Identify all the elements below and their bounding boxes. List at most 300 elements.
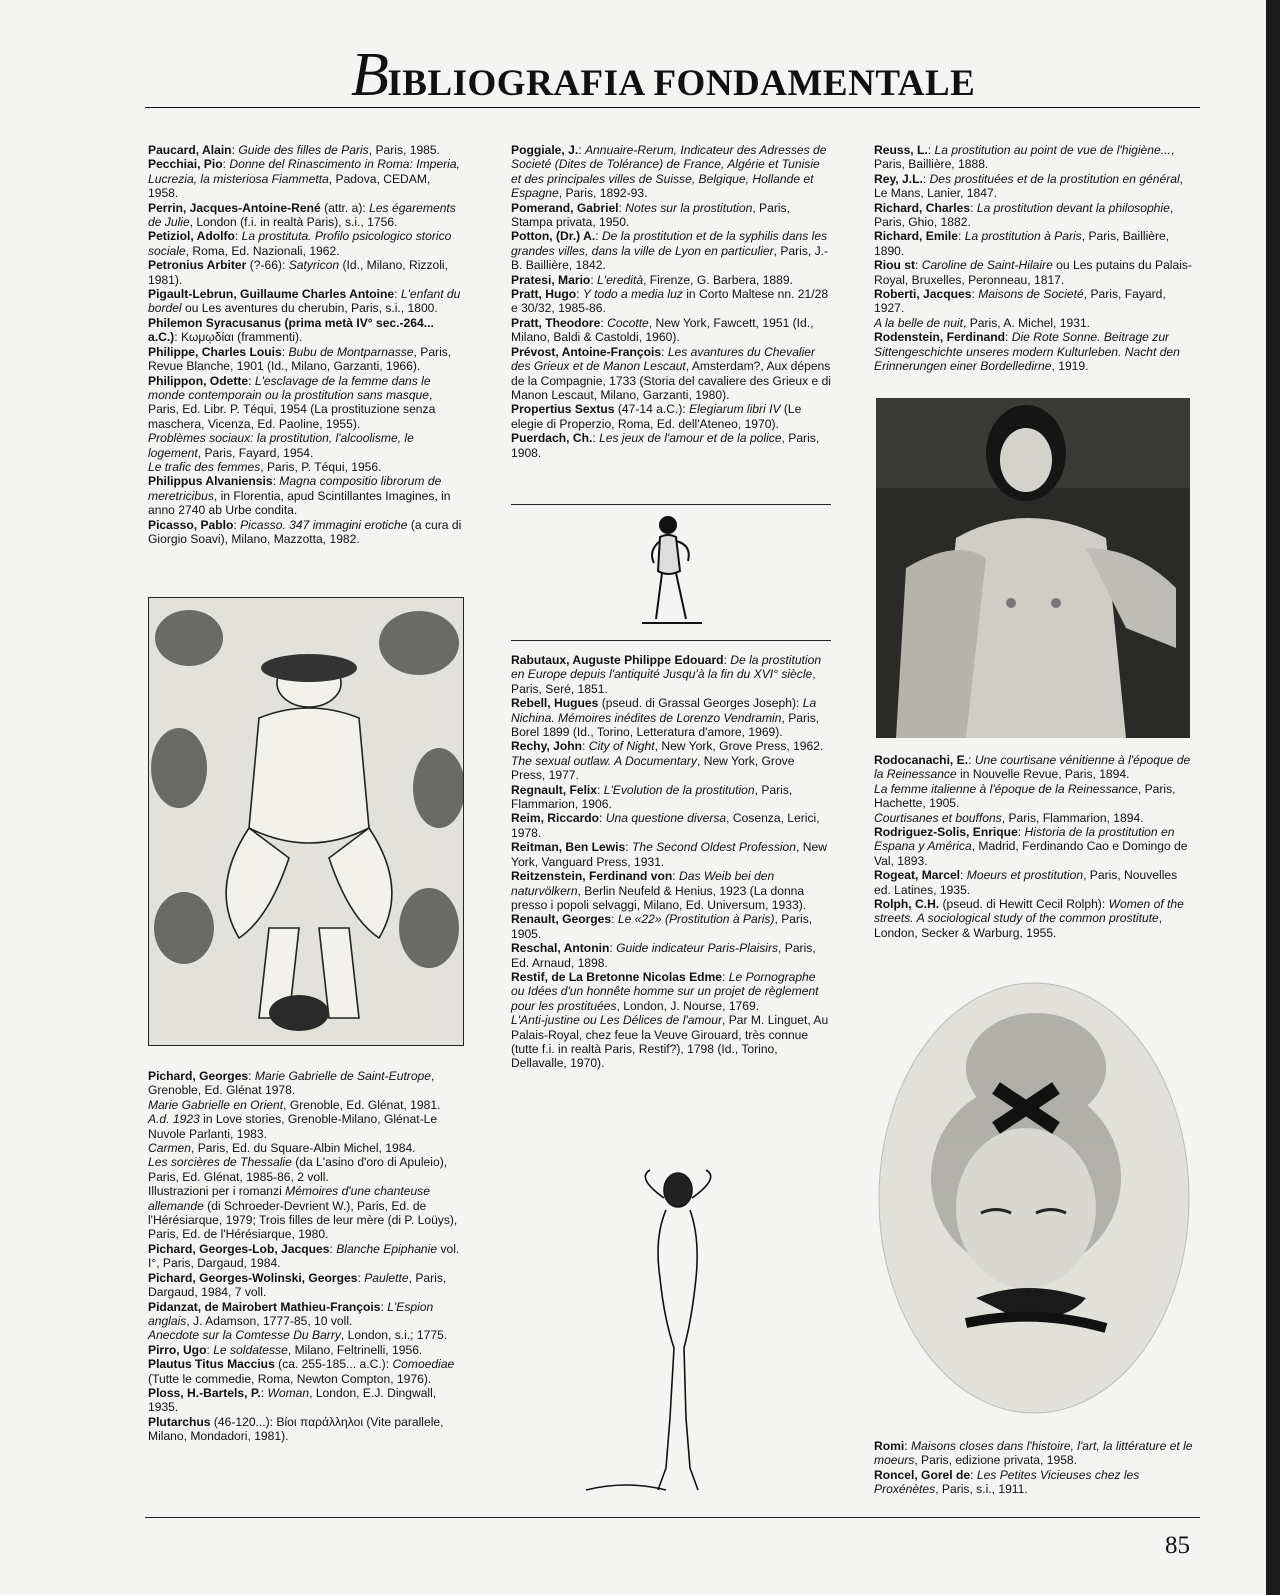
entry-connector: :	[922, 171, 930, 186]
entry-title: Magna compositio librorum de meretricibus	[148, 474, 442, 503]
entry-author: Philippus Alvaniensis	[148, 474, 273, 489]
column-1-bottom-entries	[148, 1069, 463, 1444]
entry-title: Cocotte	[607, 315, 649, 330]
entry-title: Picasso. 347 immagini erotiche	[240, 517, 408, 532]
entry-details: , London, E.J. Dingwall, 1935.	[148, 1385, 437, 1415]
bibliography-entry	[511, 869, 831, 912]
page-title	[345, 41, 981, 109]
entry-connector: :	[971, 287, 979, 302]
page-edge	[1266, 0, 1280, 1595]
entry-title: L'enfant du bordel	[148, 287, 461, 316]
entry-title: Elegiarum libri IV	[689, 402, 781, 417]
bibliography-entry	[874, 811, 1196, 825]
entry-author: Renault, Georges	[511, 912, 612, 927]
entry-title: Bubu de Montparnasse	[288, 344, 414, 359]
entry-details: , Paris, 1892-93.	[558, 186, 648, 201]
entry-title: The Second Oldest Profession	[631, 840, 797, 855]
entry-details: , Paris, Nouvelles ed. Latines, 1935.	[874, 868, 1178, 897]
entry-title: Guide des filles de Paris	[238, 143, 369, 157]
entry-connector: :	[260, 1385, 268, 1400]
entry-connector: :	[394, 287, 401, 302]
entry-details: , Paris, Fayard, 1927.	[874, 287, 1166, 316]
bibliography-entry	[511, 783, 831, 812]
column-2-bottom-entries	[511, 653, 831, 1071]
entry-connector: :	[968, 753, 975, 767]
bibliography-entry	[148, 316, 463, 345]
bibliography-entry	[874, 229, 1196, 258]
entry-connector: :	[970, 1467, 977, 1482]
bibliography-entry	[148, 1242, 463, 1271]
entry-details: , Par M. Linguet, Au Palais-Royal, chez feue la Veuve Girouard, très connue (tutte f.i. in realtà Paris, Restif?), 1798 (Id., Torino, Dellavalle, 1970).	[511, 1013, 829, 1071]
entry-title: Carmen	[148, 1141, 192, 1156]
bibliography-entry	[148, 157, 463, 200]
entry-details: in Nouvelle Revue, Paris, 1894.	[956, 767, 1130, 782]
erotic-crowd-illustration	[148, 597, 464, 1046]
bibliography-entry	[874, 1439, 1196, 1468]
entry-author: Pratt, Theodore	[511, 315, 601, 330]
bibliography-entry	[511, 912, 831, 941]
entry-title: Guide indicateur Paris-Plaisirs	[616, 941, 779, 956]
entry-author: Philippon, Odette	[148, 373, 249, 388]
entry-title: Caroline de Saint-Hilaire	[921, 258, 1053, 273]
bibliography-entry	[511, 273, 831, 287]
entry-author: Rodriguez-Solis, Enrique	[874, 825, 1018, 840]
entry-details: , London (f.i. in realtà Paris), s.i., 1756.	[189, 215, 398, 230]
entry-connector: (?-66):	[246, 258, 289, 273]
bibliography-entry	[511, 696, 831, 739]
oval-watercolor-portrait	[876, 978, 1192, 1418]
entry-connector: :	[960, 868, 967, 883]
entry-title: Una questione diversa	[605, 811, 727, 826]
entry-author: Rey, J.L.	[874, 171, 923, 186]
entry-details: , New York, Fawcett, 1951 (Id., Milano, Baldi & Castoldi, 1960).	[511, 315, 814, 345]
entry-connector: :	[222, 157, 230, 172]
entry-details: , Le Mans, Lanier, 1847.	[874, 171, 1184, 201]
entry-author: Roberti, Jacques	[874, 287, 972, 302]
entry-title: Courtisanes et bouffons	[874, 810, 1002, 825]
entry-author: Rebell, Hugues	[511, 696, 599, 711]
entry-details: , Paris, Ghio, 1882.	[874, 200, 1174, 230]
bibliography-entry	[874, 330, 1196, 373]
entry-author: Paucard, Alain	[148, 143, 232, 157]
entry-title: Marie Gabrielle en Orient	[148, 1097, 284, 1112]
entry-connector: Illustrazioni per i romanzi	[148, 1184, 286, 1199]
nude-woman-line-drawing	[566, 1168, 788, 1501]
bibliography-entry	[511, 287, 831, 316]
entry-author: Pirro, Ugo	[148, 1342, 207, 1357]
bibliography-entry	[511, 201, 831, 230]
entry-details: , Paris, Stampa privata, 1950.	[511, 200, 790, 230]
entry-connector: :	[234, 229, 242, 244]
entry-details: , Cosenza, Lerici, 1978.	[511, 811, 820, 840]
entry-title: Anecdote sur la Comtesse Du Barry	[148, 1328, 341, 1343]
entry-title: Les sorcières de Thessalie	[148, 1155, 292, 1170]
entry-connector: :	[174, 330, 181, 345]
divider-line-upper	[511, 504, 831, 505]
column-3-bottom-entries	[874, 1439, 1196, 1497]
entry-details: (Vite parallele, Milano, Mondadori, 1981).	[148, 1414, 444, 1444]
bibliography-entry	[874, 143, 1196, 172]
entry-author: Pecchiai, Pio	[148, 157, 223, 172]
bibliography-entry	[511, 739, 831, 753]
entry-author: Rodocanachi, E.	[874, 753, 969, 767]
entry-title: L'Espion anglais	[148, 1299, 434, 1328]
entry-title: L'Anti-justine ou Les Délices de l'amour	[511, 1013, 722, 1028]
bibliography-entry	[148, 431, 463, 460]
entry-connector: :	[611, 912, 618, 927]
entry-author: Potton, (Dr.) A.	[511, 229, 596, 244]
bibliography-entry	[148, 258, 463, 287]
entry-author: Restif, de La Bretonne Nicolas Edme	[511, 969, 723, 984]
entry-details: , Paris, P. Téqui, 1956.	[260, 459, 382, 474]
bibliography-entry	[148, 201, 463, 230]
bibliography-entry	[148, 1386, 463, 1415]
entry-connector: :	[1017, 825, 1025, 840]
bibliography-entry	[511, 811, 831, 840]
entry-connector: :	[576, 287, 583, 302]
entry-title: L'Evolution de la prostitution	[603, 782, 755, 797]
entry-author: Philippe, Charles Louis	[148, 344, 282, 359]
bibliography-entry	[148, 287, 463, 316]
entry-author: Rolph, C.H.	[874, 897, 940, 912]
entry-connector: (46-120...): Βίοι παράλληλοι	[210, 1414, 367, 1429]
entry-author: Pidanzat, de Mairobert Mathieu-François	[148, 1299, 381, 1314]
entry-title: Marie Gabrielle de Saint-Eutrope	[254, 1069, 432, 1083]
entry-details: , Paris, Baillière, 1888.	[874, 143, 1175, 172]
bibliography-entry	[148, 460, 463, 474]
entry-title: Comoediae	[392, 1357, 455, 1372]
bibliography-entry	[511, 653, 831, 696]
entry-author: Pigault-Lebrun, Guillaume Charles Antoine	[148, 287, 395, 302]
entry-details: , Paris, Ed. du Square-Albin Michel, 1984.	[191, 1141, 416, 1156]
entry-author: Petronius Arbiter	[148, 258, 247, 273]
entry-title: Die Rote Sonne. Beitrage zur Sittengeschichte unseres modern Kulturleben. Nacht den Erinnerungen einer Bordelledirne	[874, 330, 1180, 374]
entry-author: Reim, Riccardo	[511, 811, 600, 826]
entry-details: ou Les putains du Palais-Royal, Bruxelles, Peronneau, 1817.	[874, 258, 1192, 287]
entry-details: , Paris, 1905.	[511, 912, 813, 941]
entry-author: Reuss, L.	[874, 143, 928, 157]
entry-author: Richard, Emile	[874, 229, 959, 244]
bibliography-entry	[148, 1141, 463, 1155]
entry-title: Donne del Rinascimento in Roma: Imperia, Lucrezia, la misteriosa Fiammetta	[148, 157, 460, 186]
entry-connector: :	[609, 941, 617, 956]
bibliography-entry	[874, 753, 1196, 782]
entry-author: Propertius Sextus	[511, 402, 615, 417]
bibliography-entry	[511, 941, 831, 970]
title-initial: B	[351, 41, 390, 109]
bibliography-entry	[874, 1468, 1196, 1497]
entry-details: , New York, Grove Press, 1977.	[511, 753, 795, 783]
bibliography-entry	[874, 258, 1196, 287]
entry-author: Romi	[874, 1439, 905, 1453]
divider-line-lower	[511, 640, 831, 641]
entry-connector: :	[592, 431, 600, 446]
entry-title: Une courtisane vénitienne à l'époque de la Reinessance	[874, 753, 1191, 782]
entry-connector: :	[272, 474, 280, 489]
entry-details: , Paris, Revue Blanche, 1901 (Id., Milano, Garzanti, 1966).	[148, 344, 452, 374]
bibliography-entry	[511, 970, 831, 1013]
entry-connector: :	[233, 517, 241, 532]
entry-details: , Paris, edizione privata, 1958.	[914, 1453, 1078, 1468]
entry-author: Rechy, John	[511, 739, 583, 754]
bibliography-entry	[874, 897, 1196, 940]
entry-details: , Paris, Ed. Libr. P. Téqui, 1954 (La prostituzione senza maschera, Vicenza, Ed. Paoline, 1955).	[148, 387, 436, 431]
entry-details: (Id., Milano, Rizzoli, 1981).	[148, 258, 448, 287]
entry-details: (di Schroeder-Devrient W.), Paris, Ed. de l'Hérésiarque, 1979; Trois filles de leur mère (di P. Loüys), Paris, Ed. de l'Hérésiarque, 1980.	[148, 1198, 458, 1242]
entry-details: , Paris, Flammarion, 1894.	[1001, 810, 1144, 825]
painted-portrait-of-woman	[876, 398, 1190, 738]
entry-title: Maisons de Societé	[978, 287, 1084, 302]
entry-details: , Padova, CEDAM, 1958.	[148, 171, 431, 201]
entry-title: Notes sur la prostitution	[625, 200, 753, 215]
column-3-middle-entries	[874, 753, 1196, 940]
entry-author: Philemon Syracusanus (prima metà IV° sec.-264... a.C.)	[148, 315, 434, 345]
entry-details: in Corto Maltese nn. 21/28 e 30/32, 1985-86.	[511, 287, 829, 316]
entry-title: Woman	[267, 1385, 310, 1400]
entry-connector: :	[329, 1241, 337, 1256]
entry-details: ou Les aventures du cherubin, Paris, s.i., 1800.	[181, 301, 438, 316]
bibliography-entry	[874, 868, 1196, 897]
bibliography-entry	[148, 1328, 463, 1342]
entry-details: , Grenoble, Ed. Glénat 1978.	[148, 1069, 435, 1098]
bibliography-entry	[511, 1013, 831, 1071]
entry-details: , Paris, Ed. Arnaud, 1898.	[511, 941, 816, 970]
column-3-top-entries	[874, 143, 1196, 374]
entry-connector: :	[618, 200, 626, 215]
entry-details: , Berlin Neufeld & Henius, 1923 (La donna presso i popoli selvaggi, Milano, Ed. Universum, 1933).	[511, 883, 807, 912]
bibliography-entry	[874, 201, 1196, 230]
entry-title: Historia de la prostitution en Espana y América	[874, 825, 1175, 854]
entry-title: L'esclavage de la femme dans le monde contemporain ou la prostitution sans masque	[148, 373, 431, 402]
bibliography-entry	[511, 229, 831, 272]
entry-connector: :	[357, 1270, 365, 1285]
entry-author: Poggiale, J.	[511, 143, 579, 157]
entry-author: Rabutaux, Auguste Philippe Edouard	[511, 653, 724, 667]
entry-author: Riou st	[874, 258, 915, 273]
entry-author: Plautus Titus Maccius	[148, 1357, 275, 1372]
entry-connector: :	[661, 344, 668, 359]
entry-details: , Paris, Dargaud, 1984, 7 voll.	[148, 1270, 447, 1300]
entry-details: (da L'asino d'oro di Apuleio), Paris, Ed. Glénat, 1985-86, 2 voll.	[148, 1155, 448, 1184]
entry-connector: :	[625, 840, 632, 855]
entry-details: Κωμῳδίαι (frammenti).	[180, 330, 303, 345]
bibliography-entry	[511, 143, 831, 201]
bibliography-entry	[148, 1343, 463, 1357]
entry-details: , Paris, Fayard, 1954.	[197, 445, 314, 460]
entry-connector: (attr. a):	[320, 200, 370, 215]
bibliography-entry	[874, 316, 1196, 330]
entry-title: Mémoires d'une chanteuse allemande	[148, 1184, 430, 1213]
bibliography-entry	[148, 1184, 463, 1242]
entry-details: , Paris, A. Michel, 1931.	[962, 315, 1091, 330]
entry-title: Moeurs et prostitution	[966, 868, 1084, 883]
bibliography-entry	[874, 825, 1196, 868]
entry-title: A.d. 1923	[148, 1112, 200, 1127]
entry-title: La prostitution au point de vue de l'higiène...	[934, 143, 1171, 157]
entry-details: (a cura di Giorgio Soavi), Milano, Mazzotta, 1982.	[148, 517, 462, 546]
header-rule	[145, 107, 1200, 108]
entry-connector: :	[672, 869, 680, 884]
entry-author: Pomerand, Gabriel	[511, 200, 619, 215]
page-number: 85	[1165, 1532, 1190, 1559]
column-1-top-entries	[148, 143, 463, 546]
entry-connector: :	[597, 782, 604, 797]
entry-title: A la belle de nuit	[874, 315, 963, 330]
entry-details: , London, J. Nourse, 1769.	[616, 998, 760, 1013]
entry-author: Pratesi, Mario	[511, 272, 591, 287]
bibliography-entry	[874, 172, 1196, 201]
bibliography-entry	[511, 402, 831, 431]
entry-details: , Amsterdam?, Aux dépens de la Compagnie, 1733 (Storia del cavaliere des Grieux e di Manon Lescaut, Milano, Garzanti, 1980).	[511, 359, 831, 402]
entry-connector: :	[958, 229, 965, 244]
entry-connector: (ca. 255-185... a.C.):	[274, 1357, 393, 1372]
entry-connector: :	[904, 1439, 911, 1453]
entry-title: Satyricon	[288, 258, 340, 273]
entry-title: Y todo a media luz	[582, 287, 683, 302]
entry-details: , Paris, Borel 1899 (Id., Torino, Letteratura d'amore, 1969).	[511, 710, 820, 740]
entry-title: La femme italienne à l'époque de la Reinessance	[874, 781, 1138, 796]
entry-details: , Firenze, G. Barbera, 1889.	[643, 272, 793, 287]
column-2-top-entries	[511, 143, 831, 460]
entry-details: , J. Adamson, 1777-85, 10 voll.	[186, 1313, 353, 1328]
bibliography-entry	[148, 1112, 463, 1141]
bibliography-entry	[511, 316, 831, 345]
bibliography-entry	[511, 754, 831, 783]
entry-author: Reitzenstein, Ferdinand von	[511, 869, 673, 884]
entry-details: , Paris, Baillière, 1890.	[874, 229, 1170, 258]
entry-details: in Love stories, Grenoble-Milano, Glénat-Le Nuvole Parlanti, 1983.	[148, 1112, 438, 1141]
entry-title: Blanche Epiphanie	[336, 1241, 438, 1256]
entry-connector: :	[595, 229, 602, 244]
bibliography-entry	[148, 1300, 463, 1329]
entry-details: , London, s.i.; 1775.	[340, 1328, 448, 1343]
entry-author: Regnault, Felix	[511, 782, 598, 797]
entry-title: Le trafic des femmes	[148, 459, 261, 474]
entry-details: , Madrid, Ferdinando Cao e Domingo de Val, 1893.	[874, 839, 1188, 868]
entry-author: Pichard, Georges-Lob, Jacques	[148, 1241, 330, 1256]
bibliography-entry	[511, 431, 831, 460]
entry-connector: :	[248, 373, 255, 388]
entry-author: Ploss, H.-Bartels, P.	[148, 1385, 261, 1400]
entry-title: Das Weib bei den naturvölkern	[511, 869, 775, 898]
entry-connector: :	[722, 969, 729, 984]
small-standing-figure-engraving	[630, 511, 714, 629]
entry-author: Plutarchus	[148, 1414, 211, 1429]
entry-details: , New York, Vanguard Press, 1931.	[511, 840, 827, 869]
bibliography-entry	[148, 345, 463, 374]
title-rest: IBLIOGRAFIA FONDAMENTALE	[387, 63, 976, 104]
entry-connector: :	[927, 143, 935, 157]
entry-connector: :	[248, 1069, 255, 1083]
entry-details: vol. I°, Paris, Dargaud, 1984.	[148, 1241, 460, 1271]
entry-title: Maisons closes dans l'histoire, l'art, la littérature et le moeurs	[874, 1439, 1193, 1468]
entry-author: Prévost, Antoine-François	[511, 344, 662, 359]
entry-author: Perrin, Jacques-Antoine-René	[148, 200, 321, 215]
entry-connector: :	[380, 1299, 388, 1314]
entry-connector: :	[590, 272, 598, 287]
bibliography-entry	[148, 143, 463, 157]
entry-title: Les égarements de Julie	[148, 200, 456, 230]
entry-connector: (pseud. di Grassal Georges Joseph):	[598, 696, 803, 711]
entry-title: La prostituta. Profilo psicologico storico sociale	[148, 229, 452, 258]
entry-details: , Paris, Flammarion, 1906.	[511, 782, 793, 812]
entry-title: Paulette	[364, 1270, 409, 1285]
entry-details: , London, Secker & Warburg, 1955.	[874, 911, 1163, 940]
entry-title: Women of the streets. A sociological study of the common prostitute	[874, 897, 1184, 926]
entry-title: Les avantures du Chevalier des Grieux et de Manon Lescaut	[511, 344, 816, 374]
entry-details: , Paris, Seré, 1851.	[511, 667, 816, 696]
entry-title: La prostitution devant la philosophie	[976, 200, 1170, 215]
entry-author: Picasso, Pablo	[148, 517, 234, 532]
entry-connector: :	[578, 143, 585, 157]
entry-connector: :	[231, 143, 239, 157]
entry-author: Rogeat, Marcel	[874, 868, 961, 883]
entry-title: Problèmes sociaux: la prostitution, l'alcoolisme, le logement	[148, 431, 414, 460]
entry-connector: (pseud. di Hewitt Cecil Rolph):	[939, 897, 1109, 912]
bibliography-entry	[874, 287, 1196, 316]
entry-connector: :	[970, 200, 977, 215]
entry-author: Pratt, Hugo	[511, 287, 577, 302]
entry-connector: :	[723, 653, 731, 667]
bibliography-entry	[148, 1357, 463, 1386]
entry-title: De la prostitution en Europe depuis l'antiquité Jusqu'à la fin du XVI° siècle	[511, 653, 822, 682]
entry-details: (Tutte le commedie, Roma, Newton Compton, 1976).	[148, 1371, 432, 1386]
entry-connector: :	[599, 811, 606, 826]
entry-title: Le «22» (Prostitution à Paris)	[617, 912, 775, 927]
entry-title: Des prostituées et de la prostitution en général	[929, 171, 1180, 186]
entry-details: , Paris, 1908.	[511, 431, 820, 460]
entry-author: Reschal, Antonin	[511, 941, 610, 956]
entry-details: , Paris, Hachette, 1905.	[874, 781, 1176, 811]
entry-connector: :	[281, 344, 289, 359]
bottom-rule	[145, 1517, 1200, 1518]
entry-details: , Roma, Ed. Nazionali, 1962.	[185, 243, 340, 258]
entry-author: Rodenstein, Ferdinand	[874, 330, 1006, 345]
entry-details: , 1919.	[1051, 359, 1089, 374]
entry-details: , Paris, 1985.	[368, 143, 440, 157]
bibliography-entry	[148, 474, 463, 517]
entry-title: City of Night	[588, 739, 655, 754]
entry-title: The sexual outlaw. A Documentary	[511, 753, 697, 768]
bibliography-entry	[874, 782, 1196, 811]
bibliography-entry	[148, 518, 463, 547]
page-header	[145, 40, 1200, 112]
entry-title: De la prostitution et de la syphilis dans les grandes villes, dans la ville de Lyon en particulier	[511, 229, 828, 258]
bibliography-entry	[511, 345, 831, 403]
entry-title: Les Petites Vicieuses chez les Proxénètes	[874, 1467, 1140, 1497]
entry-connector: :	[914, 258, 922, 273]
entry-title: Annuaire-Rerum, Indicateur des Adresses de Societé (Dites de Tolérance) de France, Algérie et Tunisie et des principales villes de Suisse, Belgique, Hollande et Espagne	[511, 143, 827, 201]
entry-author: Puerdach, Ch.	[511, 431, 593, 446]
entry-connector: :	[206, 1342, 214, 1357]
entry-title: Le soldatesse	[213, 1342, 288, 1357]
bibliography-entry	[148, 1098, 463, 1112]
entry-connector: :	[1005, 330, 1012, 345]
entry-author: Pichard, Georges-Wolinski, Georges	[148, 1270, 358, 1285]
entry-author: Petiziol, Adolfo	[148, 229, 235, 244]
bibliography-entry	[148, 1069, 463, 1098]
bibliography-entry	[148, 1415, 463, 1444]
bibliography-entry	[148, 1155, 463, 1184]
entry-details: (Le elegie di Properzio, Roma, Ed. dell'Ateneo, 1970).	[511, 402, 802, 431]
entry-author: Richard, Charles	[874, 200, 971, 215]
entry-title: La Nichina. Mémoires inédites de Lorenzo Vendramin	[511, 696, 817, 725]
entry-connector: (47-14 a.C.):	[614, 402, 690, 417]
entry-connector: :	[600, 315, 608, 330]
entry-author: Pichard, Georges	[148, 1069, 249, 1083]
entry-details: , Grenoble, Ed. Glénat, 1981.	[283, 1097, 441, 1112]
entry-title: L'eredità	[597, 272, 644, 287]
